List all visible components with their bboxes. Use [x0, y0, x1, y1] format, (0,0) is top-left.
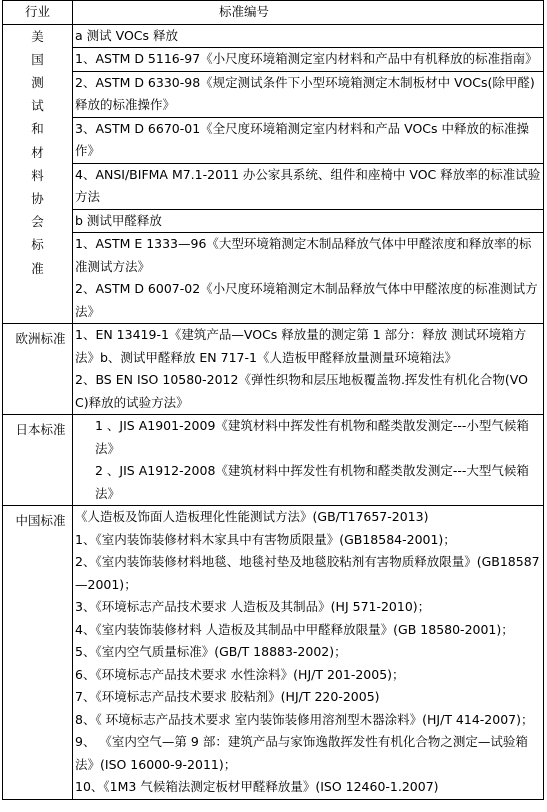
jp-item-2: 2 、JIS A1912-2008《建筑材料中挥发性有机物和醛类散发测定---大型气候箱法》: [95, 463, 529, 501]
us-label-char: 测: [31, 74, 44, 90]
header-industry: 行业: [3, 1, 73, 25]
cn-item: 8、《 环境标志产品技术要求 室内装饰装修用溶剂型木器涂料》(HJ/T 414-2007)；: [75, 711, 534, 727]
eu-industry-label: 欧洲标准: [3, 324, 73, 415]
cn-item: 10、《1M3 气候箱法测定板材甲醛释放量》(ISO 12460-1.2007): [75, 779, 439, 794]
us-label-char: 国: [31, 51, 44, 67]
cn-row: [3, 506, 544, 800]
us-label-char: 材: [31, 144, 44, 160]
eu-item-1: 1、EN 13419-1《建筑产品—VOCs 释放量的测定第 1 部分：释放 测试环境箱方法》b、测试甲醛释放 EN 717-1《人造板甲醛释放量测量环境箱法》: [75, 327, 527, 365]
cn-item: 《人造板及饰面人造板理化性能测试方法》(GB/T17657-2013): [75, 509, 429, 524]
us-group-a-title: a 测试 VOCs 释放: [73, 24, 544, 48]
us-a-item-2: 2、ASTM D 6330-98《规定测试条件下小型环境箱测定木制板材中 VOCs(除甲醛)释放的标准操作》: [73, 71, 544, 117]
us-label-char: 和: [31, 121, 44, 137]
us-group-b-items: [73, 233, 544, 324]
cn-item: 7、《环境标志产品技术要求 胶粘剂》(HJ/T 220-2005): [75, 689, 380, 704]
cn-item: 2、《室内装饰装修材料地毯、地毯衬垫及地毯胶粘剂有害物质释放限量》(GB18587—2001)；: [75, 554, 540, 592]
jp-industry-label: 日本标准: [3, 415, 73, 506]
us-label-char: 试: [31, 98, 44, 114]
cn-item: 9、 《室内空气—第 9 部：建筑产品与家饰逸散挥发性有机化合物之测定—试验箱法》(ISO 16000-9-2011)；: [75, 734, 528, 772]
us-a-item-1: 1、ASTM D 5116-97《小尺度环境箱测定室内材料和产品中有机释放的标准指南》: [73, 48, 544, 72]
us-b-item-1: 1、ASTM E 1333—96《大型环境箱测定木制品释放气体中甲醛浓度和释放率的标准测试方法》: [75, 236, 532, 274]
eu-items: [73, 324, 544, 415]
cn-item: 5、《室内空气质量标准》(GB/T 18883-2002)；: [75, 644, 347, 659]
cn-item: 3、《环境标志产品技术要求 人造板及其制品》(HJ 571-2010)；: [75, 599, 431, 614]
cn-item: 4、《室内装饰装修材料 人造板及其制品中甲醛释放限量》(GB 18580-2001)；: [75, 621, 514, 637]
eu-row: [3, 324, 544, 415]
us-row-a-title: [3, 24, 544, 48]
us-label-char: 准: [31, 260, 44, 276]
us-a-item-4: 4、ANSI/BIFMA M7.1-2011 办公家具系统、组件和座椅中 VOC 释放率的标准试验方法: [73, 163, 544, 209]
standards-table: [2, 0, 544, 800]
us-label-char: 美: [31, 28, 44, 44]
us-a-item-3: 3、ASTM D 6670-01《全尺度环境箱测定室内材料和产品 VOCs 中释放的标准操作》: [73, 117, 544, 163]
us-label-char: 会: [31, 214, 44, 230]
jp-row: [3, 415, 544, 506]
us-label-char: 标: [31, 237, 44, 253]
us-industry-label: [3, 24, 73, 324]
cn-items: [73, 506, 544, 800]
us-label-char: 料: [31, 167, 44, 183]
header-standard: 标准编号: [73, 1, 544, 25]
cn-item: 6、《环境标志产品技术要求 水性涂料》(HJ/T 201-2005)；: [75, 666, 405, 682]
eu-item-2: 2、BS EN ISO 10580-2012《弹性织物和层压地板覆盖物.挥发性有机化合物(VOC)释放的试验方法》: [75, 372, 528, 410]
us-group-b-title: b 测试甲醛释放: [73, 209, 544, 233]
us-b-item-2: 2、ASTM D 6007-02《小尺度环境箱测定木制品释放气体中甲醛浓度的标准测试方法》: [75, 281, 538, 319]
table-header-row: [3, 1, 544, 25]
us-label-char: 协: [31, 190, 44, 206]
jp-item-1: 1 、JIS A1901-2009《建筑材料中挥发性有机物和醛类散发测定---小型气候箱法》: [95, 418, 529, 456]
cn-industry-label: 中国标准: [3, 506, 73, 800]
cn-item: 1、《室内装饰装修材料木家具中有害物质限量》(GB18584-2001)；: [75, 531, 456, 547]
jp-items: [73, 415, 544, 506]
